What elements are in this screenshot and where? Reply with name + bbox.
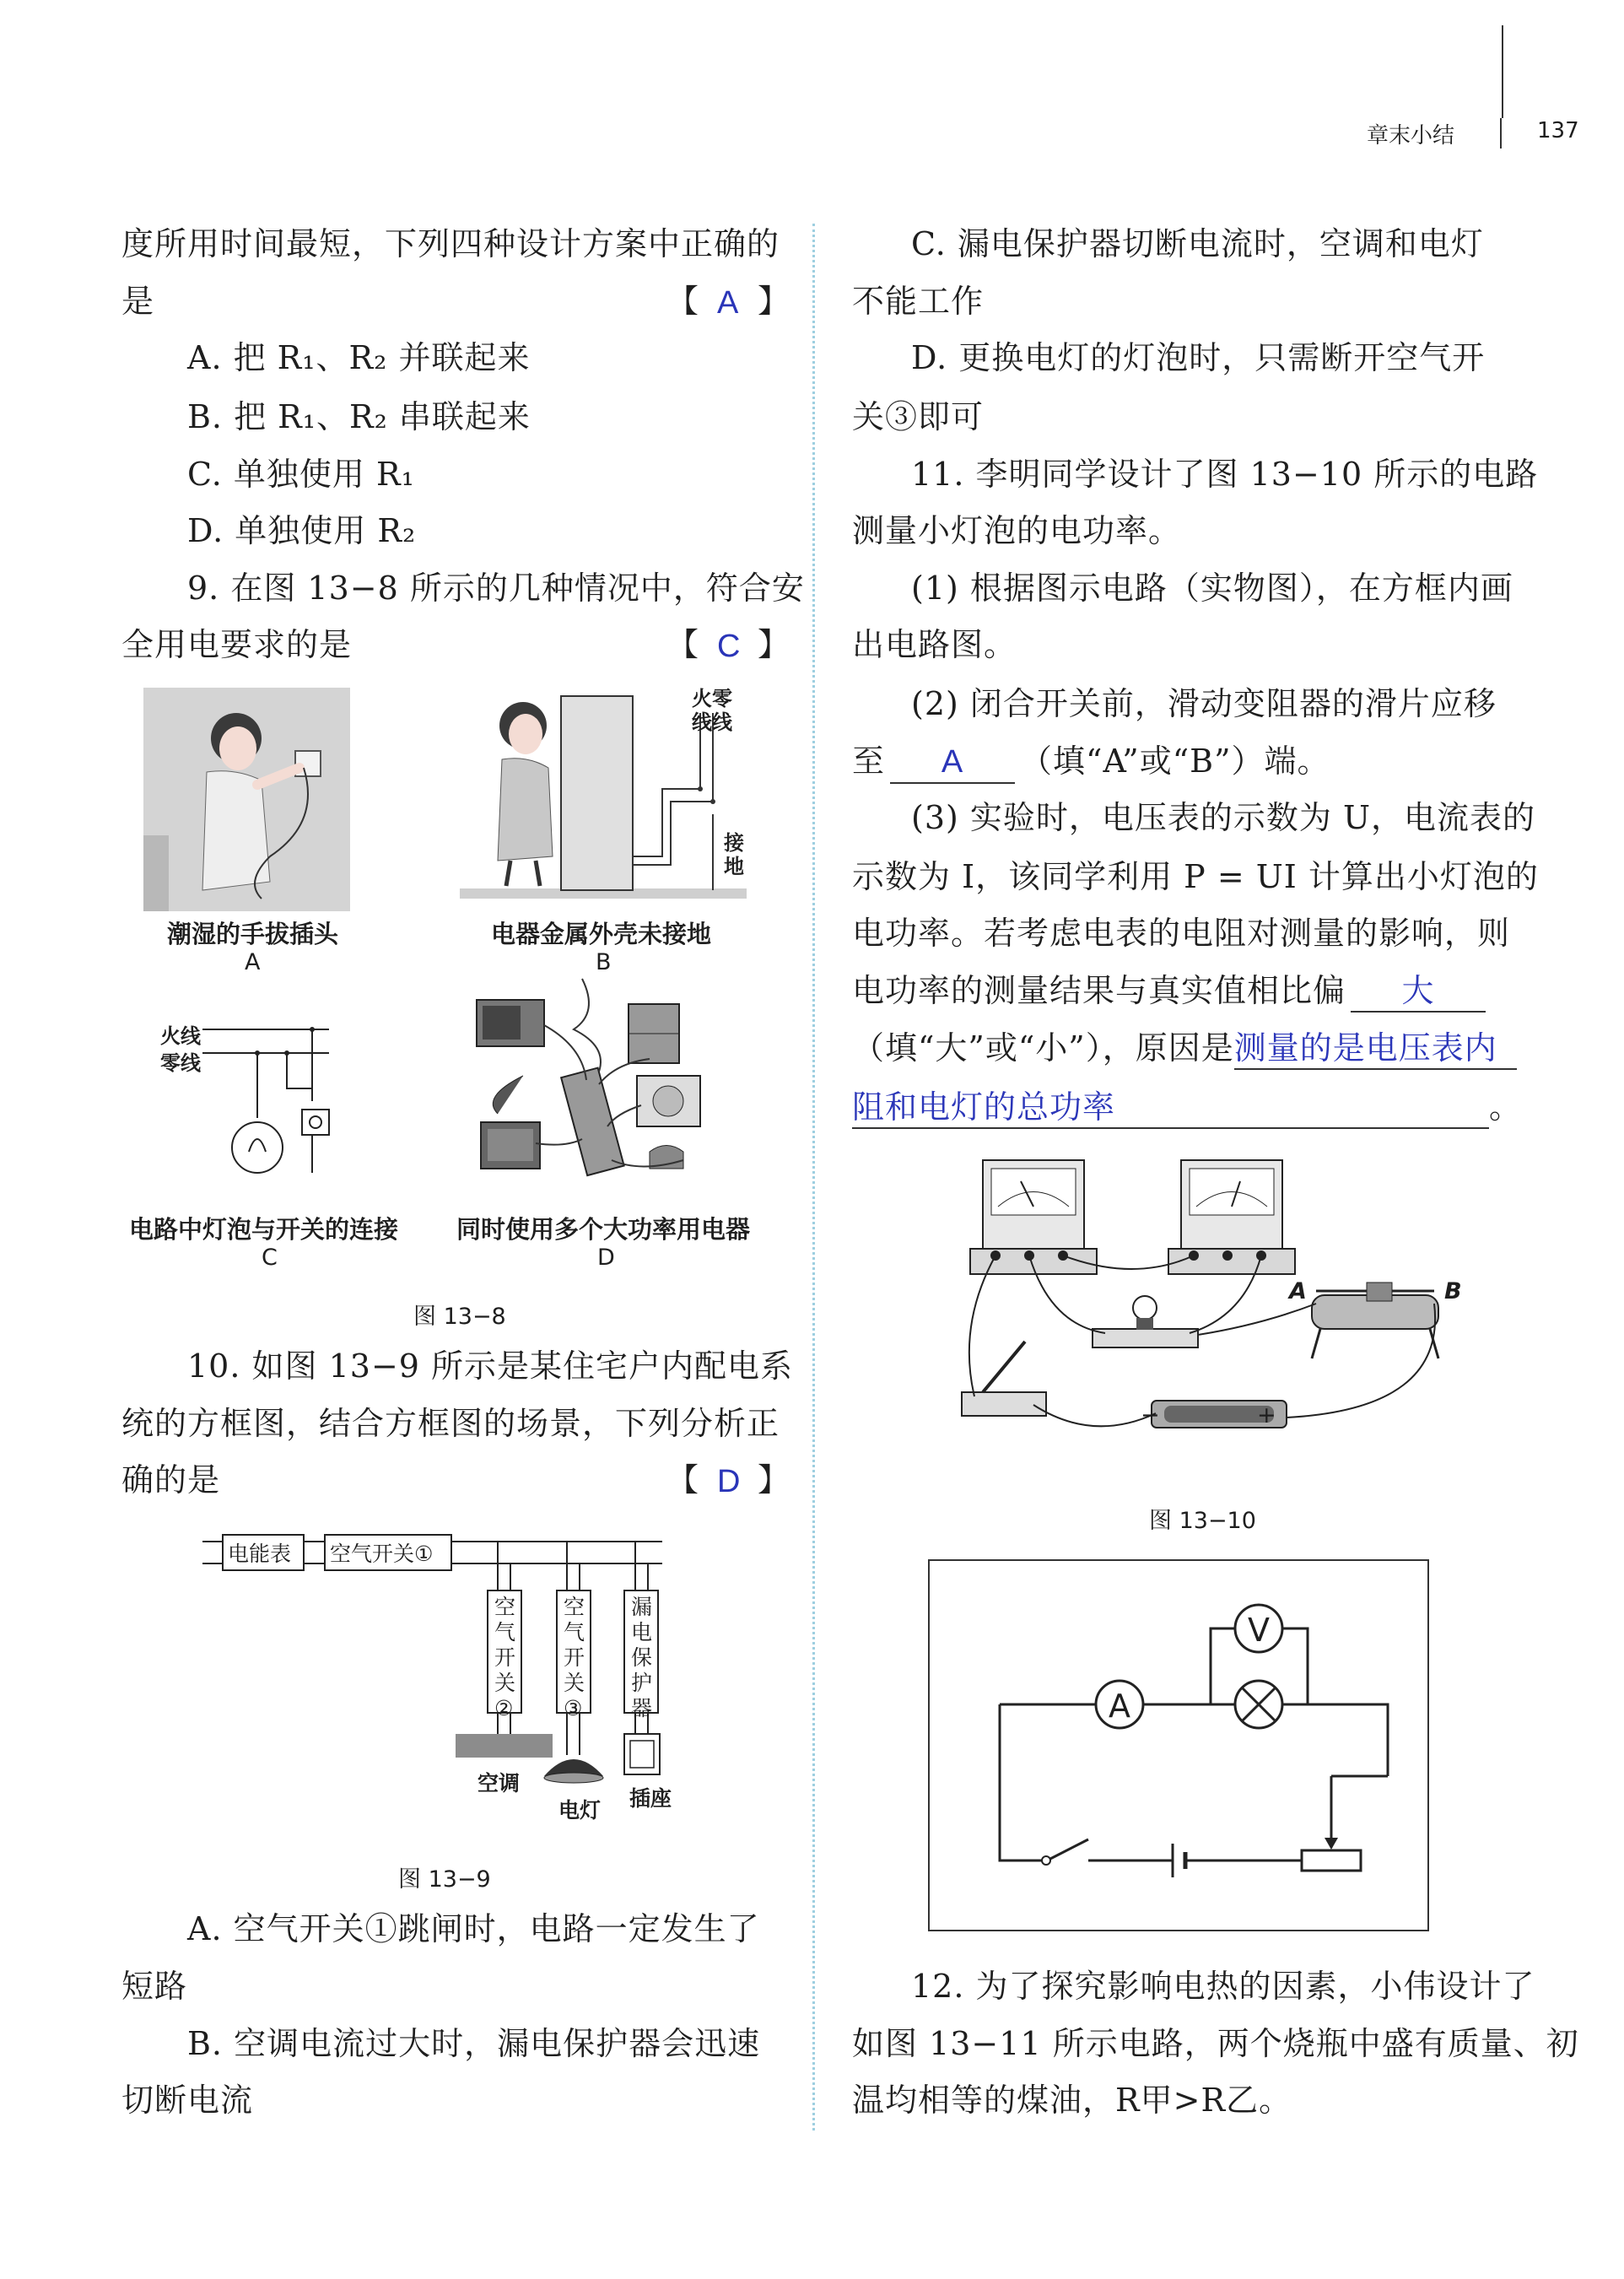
fig-13-8-a-letter: A bbox=[245, 949, 261, 975]
q12-line1: 12. 为了探究影响电热的因素，小伟设计了 bbox=[911, 1968, 1535, 2005]
q10-answer: D bbox=[717, 1464, 742, 1499]
q11-part1-line1: (1) 根据图示电路（实物图），在方框内画 bbox=[911, 570, 1513, 607]
fig-13-8-c-neutral: 零线 bbox=[160, 1051, 201, 1075]
q10-option-d-line1: D. 更换电灯的灯泡时，只需断开空气开 bbox=[911, 339, 1486, 376]
fig-13-9-caption: 图 13−9 bbox=[398, 1866, 491, 1893]
q8-line2: 是 bbox=[121, 283, 155, 320]
q9-bracket-open: 【 bbox=[666, 626, 700, 663]
q8-option-b: B. 把 R₁、R₂ 串联起来 bbox=[187, 398, 531, 435]
q8-line1: 度所用时间最短，下列四种设计方案中正确的 bbox=[121, 225, 780, 262]
q12-line3: 温均相等的煤油，R甲>R乙。 bbox=[852, 2082, 1292, 2119]
fig-13-9-box-switch-3: 空气开关③ bbox=[564, 1595, 585, 1720]
q10-line1: 10. 如图 13−9 所示是某住宅户内配电系 bbox=[187, 1347, 794, 1385]
q11-part2-line2: 至 A （填“A”或“B”）端。 bbox=[852, 741, 1330, 784]
q8-option-c: C. 单独使用 R₁ bbox=[187, 456, 415, 493]
q11-part3-line2: 示数为 I，该同学利用 P = UI 计算出小灯泡的 bbox=[852, 858, 1539, 895]
fig-13-8-b-wires: 线线 bbox=[692, 710, 732, 734]
fig-13-8-a-caption: 潮湿的手拔插头 bbox=[167, 920, 339, 948]
fig-13-8-c-circuit bbox=[202, 1025, 337, 1177]
q8-bracket-open: 【 bbox=[666, 283, 700, 320]
q10-bracket-open: 【 bbox=[666, 1461, 700, 1499]
q12-line2: 如图 13−11 所示电路，两个烧瓶中盛有质量、初 bbox=[852, 2025, 1579, 2062]
fig-13-9-box-switch-2: 空气开关② bbox=[494, 1595, 516, 1720]
q10-option-a-line1: A. 空气开关①跳闸时，电路一定发生了 bbox=[187, 1910, 760, 1947]
fig-13-9-box-meter: 电能表 bbox=[228, 1542, 292, 1566]
q8-answer: A bbox=[717, 285, 740, 321]
q8-option-d: D. 单独使用 R₂ bbox=[187, 512, 417, 549]
header-rule bbox=[1502, 25, 1503, 118]
q10-option-b-line1: B. 空调电流过大时，漏电保护器会迅速 bbox=[187, 2025, 761, 2062]
q11-part3-line5: （填“大”或“小”），原因是测量的是电压表内 bbox=[852, 1028, 1517, 1070]
fig-13-8-b-letter: B bbox=[596, 949, 612, 975]
q11-circuit-diagram bbox=[983, 1595, 1455, 1882]
fig-13-10-caption: 图 13−10 bbox=[1149, 1508, 1256, 1534]
page-number: 137 bbox=[1537, 118, 1579, 143]
q11-part3-line6: 阻和电灯的总功率 。 bbox=[852, 1087, 1522, 1129]
q11-part3-answer1: 大 bbox=[1401, 972, 1435, 1009]
fig-13-8-b-ground: 接地 bbox=[724, 831, 744, 878]
q10-option-b-line2: 切断电流 bbox=[121, 2082, 254, 2119]
q10-option-d-line2: 关③即可 bbox=[852, 398, 985, 435]
section-title: 章末小结 bbox=[1367, 123, 1455, 149]
q11-part3-answer2b: 阻和电灯的总功率 bbox=[852, 1088, 1116, 1126]
q11-line2: 测量小灯泡的电功率。 bbox=[852, 512, 1182, 549]
fig-13-8-c-fire: 火线 bbox=[160, 1024, 201, 1048]
q11-part3-line1: (3) 实验时，电压表的示数为 U，电流表的 bbox=[911, 799, 1536, 836]
fig-13-10-minus: − bbox=[1141, 1402, 1160, 1428]
q9-answer: C bbox=[717, 629, 742, 664]
fig-13-8-c-caption: 电路中灯泡与开关的连接 bbox=[129, 1215, 399, 1244]
column-divider bbox=[812, 224, 815, 2130]
fig-13-8-b-fire-neutral: 火零 bbox=[692, 687, 732, 710]
fig-13-10-plus: + bbox=[1257, 1402, 1276, 1428]
header-divider bbox=[1500, 118, 1502, 149]
q10-bracket-close: 】 bbox=[758, 1461, 791, 1499]
q9-line2: 全用电要求的是 bbox=[121, 626, 353, 663]
fig-13-8-caption: 图 13−8 bbox=[413, 1304, 506, 1330]
q10-line3: 确的是 bbox=[121, 1461, 221, 1499]
fig-13-10-label-a: A bbox=[1289, 1278, 1307, 1304]
q9-line1: 9. 在图 13−8 所示的几种情况中，符合安 bbox=[187, 570, 805, 607]
fig-13-9-diagram bbox=[202, 1531, 675, 1835]
fig-13-10-label-b: B bbox=[1444, 1278, 1462, 1304]
fig-13-8-d-letter: D bbox=[597, 1245, 615, 1271]
q8-option-a: A. 把 R₁、R₂ 并联起来 bbox=[187, 339, 531, 376]
fig-13-9-box-rcd: 漏电保护器 bbox=[631, 1595, 653, 1720]
fig-13-8-d-image bbox=[472, 979, 734, 1181]
fig-13-8-b-caption: 电器金属外壳未接地 bbox=[491, 920, 712, 948]
fig-13-8-d-caption: 同时使用多个大功率用电器 bbox=[456, 1215, 751, 1244]
q10-option-a-line2: 短路 bbox=[121, 1968, 188, 2005]
q11-part2-line1: (2) 闭合开关前，滑动变阻器的滑片应移 bbox=[911, 685, 1497, 722]
q11-part1-line2: 出电路图。 bbox=[852, 626, 1017, 663]
fig-13-8-c-letter: C bbox=[262, 1245, 278, 1271]
diagram-voltmeter-label: V bbox=[1248, 1612, 1270, 1649]
fig-13-9-label-lamp: 电灯 bbox=[558, 1798, 602, 1823]
fig-13-9-label-socket: 插座 bbox=[629, 1786, 672, 1811]
q8-bracket-close: 】 bbox=[758, 283, 791, 320]
q11-part3-answer2a: 测量的是电压表内 bbox=[1233, 1029, 1497, 1067]
fig-13-9-box-main-switch: 空气开关① bbox=[330, 1542, 434, 1566]
q11-part3-line3: 电功率。若考虑电表的电阻对测量的影响，则 bbox=[852, 915, 1511, 952]
q9-bracket-close: 】 bbox=[758, 626, 791, 663]
q10-option-c-line2: 不能工作 bbox=[852, 283, 985, 320]
fig-13-8-a-image bbox=[143, 688, 350, 911]
q10-line2: 统的方框图，结合方框图的场景，下列分析正 bbox=[121, 1405, 780, 1442]
q10-option-c-line1: C. 漏电保护器切断电流时，空调和电灯 bbox=[911, 225, 1484, 262]
diagram-ammeter-label: A bbox=[1109, 1688, 1130, 1725]
fig-13-9-label-ac: 空调 bbox=[477, 1771, 521, 1796]
fig-13-10-apparatus bbox=[924, 1156, 1481, 1468]
q11-part2-answer: A bbox=[941, 744, 964, 780]
q11-line1: 11. 李明同学设计了图 13−10 所示的电路 bbox=[911, 456, 1539, 493]
q11-part3-line4: 电功率的测量结果与真实值相比偏 大 bbox=[852, 970, 1486, 1013]
